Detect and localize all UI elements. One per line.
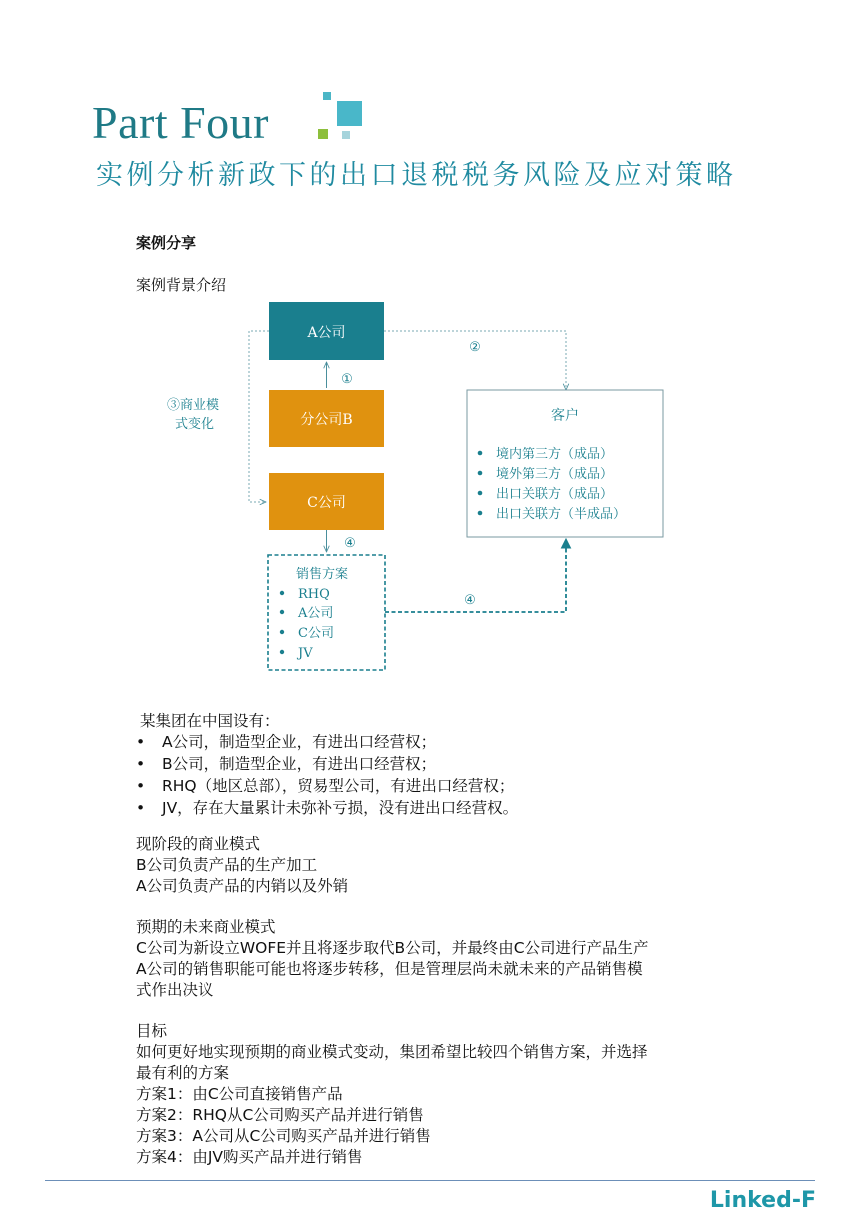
company-c-box [269, 473, 384, 530]
sales-plan-item: JV [298, 646, 313, 661]
list-item: • B公司，制造型企业，有进出口经营权； [136, 755, 437, 773]
customer-item: 境外第三方（成品） [496, 467, 614, 482]
future-model-line: A公司的销售职能可能也将逐步转移，但是管理层尚未就未来的产品销售模 [136, 960, 643, 978]
goal-line: 方案1：由C公司直接销售产品 [136, 1085, 343, 1103]
list-item: • RHQ（地区总部），贸易型公司，有进出口经营权； [136, 777, 515, 795]
goal-block [136, 1021, 648, 1168]
branch-b-label: 分公司B [300, 412, 353, 428]
section-heading: 案例分享 [136, 234, 197, 252]
sales-plan-box [268, 555, 385, 670]
side-label-line1: ③商业模 [167, 398, 220, 413]
company-a-box [269, 302, 384, 360]
current-model-block [136, 834, 348, 897]
list-item-text: B公司，制造型企业，有进出口经营权； [162, 755, 437, 773]
customer-item: 境内第三方（成品） [496, 447, 614, 462]
future-model-block [136, 917, 649, 1001]
list-item: • JV，存在大量累计未弥补亏损，没有进出口经营权。 [136, 799, 519, 817]
side-label-line2: 式变化 [175, 417, 215, 432]
section-subheading: 案例背景介绍 [136, 276, 227, 294]
arrow-4-top-label: ④ [344, 536, 356, 551]
list-item-text: RHQ（地区总部），贸易型公司，有进出口经营权； [162, 777, 515, 795]
footer-divider [45, 1180, 815, 1181]
current-model-line: A公司负责产品的内销以及外销 [136, 877, 349, 895]
customer-item: 出口关联方（成品） [496, 487, 614, 502]
company-list [136, 731, 518, 819]
company-c-label: C公司 [307, 495, 346, 511]
page-subtitle: 实例分析新政下的出口退税税务风险及应对策略 [96, 160, 737, 191]
current-model-title: 现阶段的商业模式 [136, 835, 261, 853]
arrow-2-label: ② [469, 340, 481, 355]
brand-logo: Linked-F [709, 1188, 816, 1213]
goal-line: 最有利的方案 [136, 1064, 230, 1082]
goal-line: 方案4：由JV购买产品并进行销售 [136, 1148, 363, 1166]
company-a-label: A公司 [307, 325, 346, 341]
list-item-text: A公司，制造型企业，有进出口经营权； [162, 733, 437, 751]
branch-b-box [269, 390, 384, 447]
sales-plan-title: 销售方案 [296, 567, 349, 582]
arrow-1-label: ① [341, 372, 353, 387]
customer-title: 客户 [551, 408, 579, 424]
arrow-4-right-label: ④ [464, 593, 476, 608]
goal-line: 如何更好地实现预期的商业模式变动，集团希望比较四个销售方案，并选择 [136, 1043, 648, 1061]
list-item-text: JV，存在大量累计未弥补亏损，没有进出口经营权。 [162, 799, 519, 817]
future-model-line: 式作出决议 [136, 981, 214, 999]
customer-item: 出口关联方（半成品） [496, 507, 627, 522]
goal-line: 方案3：A公司从C公司购买产品并进行销售 [136, 1127, 431, 1145]
sales-plan-item: C公司 [298, 626, 334, 641]
list-item: • A公司，制造型企业，有进出口经营权； [136, 733, 437, 751]
intro-text: 某集团在中国设有： [140, 712, 280, 730]
future-model-line: C公司为新设立WOFE并且将逐步取代B公司，并最终由C公司进行产品生产 [136, 939, 649, 957]
customer-box [467, 390, 663, 537]
part-title: Part Four [92, 97, 269, 148]
goal-title: 目标 [136, 1022, 168, 1040]
goal-line: 方案2：RHQ从C公司购买产品并进行销售 [136, 1106, 424, 1124]
current-model-line: B公司负责产品的生产加工 [136, 856, 318, 874]
sales-plan-item: RHQ [298, 587, 330, 602]
arrow-model-change [249, 331, 269, 502]
sales-plan-item: A公司 [298, 606, 334, 621]
future-model-title: 预期的未来商业模式 [136, 918, 276, 936]
